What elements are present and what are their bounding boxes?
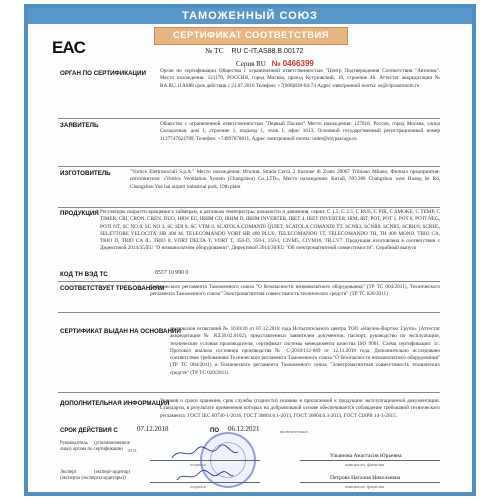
divider	[58, 392, 440, 393]
certificate-title: СЕРТИФИКАТ СООТВЕТСТВИЯ	[154, 27, 348, 45]
expert-signature	[175, 468, 235, 484]
applicant-text: Общество с ограниченной ответственностью "Первый Паскон" Место нахождения: 127018, Россия, город Москва, улица Складочная, дом 1, строение 1, подъезд 1, этаж 1, офис 1613, Основной государственный регистрационный номер 1127747024789, Телефон: +74997078811, Адрес электронной почты: order@mypascage.ru	[160, 121, 440, 142]
basis-text: протоколов испытаний № 1610/20 от 07.12.2018 года Испытательного центра ТОО «Научно-Вортэкс Групп» (Аттестат аккредитации № KZ.И.02.0102), представленных заявителем документов: паспорт, руководство по эксплуатации, технические условия производителя, сертификат системы менеджмента качества ISO 9001. Схема сертификации: 1с. Протокол анализа состояния производства № C-2018/112-089 от 12.11.2018 года. Дополнительно исследовано соответствие требованиям Технического регламента Таможенного союза "О безопасности низковольтного оборудования" (ТР ТС 004/2011) и Технического регламента Таможенного союза "Электромагнитная совместимость технических средств" (ТР ТС 020/2011).	[170, 326, 440, 376]
divider	[58, 281, 440, 282]
divider	[58, 207, 440, 208]
head-name: Ульянова Анастасия Юрьевна	[330, 453, 402, 459]
head-sign-caption: подпись	[190, 462, 207, 467]
divider	[58, 166, 440, 167]
divider	[58, 312, 440, 313]
divider	[58, 118, 440, 119]
head-signature-label: Руководитель (уполномоченное лицо) органа по сертификации	[60, 441, 130, 452]
head-signature	[170, 444, 240, 462]
certificate-number-label: № ТС	[205, 46, 224, 55]
requirements-text: Технического регламента Таможенного союза "О безопасности низковольтного оборудования" (ТР ТС 004/2011), Технического регламента Таможенного союза "Электромагнитная совместимость технических средств" (ТР ТС 020/2011)	[150, 284, 440, 298]
certificate-number	[205, 46, 303, 55]
certificate-series	[236, 59, 314, 68]
product-label: ПРОДУКЦИЯ	[60, 210, 99, 217]
expert-name-caption: инициалы, фамилия	[345, 484, 385, 489]
basis-label: СЕРТИФИКАТ ВЫДАН НА ОСНОВАНИИ	[60, 328, 181, 335]
cert-body-text: Орган по сертификации Общества с ограниченной ответственностью "Центр Подтверждения Соответствия "Автоном". Место нахождения: 121170, РОССИЯ, город Москва, проезд Кутузовский, 16, строение 46. Аттестат аккредитации № RA.RU.11AS88 срок действия с 21.07.2016 Телефон: +7(968)838-04-74 Адрес электронной почты: os@ctpsautonom.ru	[160, 68, 440, 89]
head-name-caption: инициалы, фамилия	[345, 462, 385, 467]
product-text: Регуляторы скорости вращения к таймерам, к датчикам температуры, влажности и движения, серии: C 1.5, C 2.5, C RUS, C PIR, C SMOKE, C TEMP, C TIMER, CRI, CRON, CREN, DUO, HRW EC, IRHM CD, IRHM D, IRHM INVERTER, IRET 4, IRET INVERTER, IRM, IRT, POT, POT 1, POT 8, POTI NEG, POTI NT, SC NO 8, SC NO 3, SC SDI 8, SC VTM 8, SCATOLA COMANDI QUIET, SCATOLA COMANDI TT, SCNR3, SCNR8, SCNR5, SCRH/8, SCRH5, SELETTORE VELOCITA' HR 400 M, TELECOMANDO VORT HR 400 PLUS, TELECOMANDO TT, TELECOMANDO TH, TH 400 MONO, TRIO CA, TRIO D, TRIO CA IL, TRIO 8, VORT DELTA T, VORT T, 350-D, 350-I, 250-I, CIVM5, CIVM16, TR.CV7. Продукция изготовлена в соответствии с Директивой 2014/35/EU "О низковольтном оборудовании", Директивой 2014/30/EU "Об электромагнитной совместимости". Серийный выпуск	[100, 209, 440, 252]
series-value: № 0466399	[271, 59, 314, 68]
additional-text: Условия и сроки хранения, срок службы (годности) указаны в прилагаемой к продукции эксплуатационной документации. Стандарты, в результате применения которых на добровольной основе обеспечивается соблюдение требований технического регламента: ГОСТ IEC 60730-1-2016, ГОСТ 30804.6.1-2013, ГОСТ 30804.6.3-2013, ГОСТ CISPR 14-1-2015.	[160, 398, 440, 419]
cert-body-label: ОРГАН ПО СЕРТИФИКАЦИИ	[60, 70, 146, 77]
eac-mark: EAC	[52, 38, 85, 57]
series-label: Серия RU	[236, 60, 266, 68]
validity-to-note: включительно	[280, 429, 308, 434]
expert-signature-label: Эксперт (эксперт-аудитор) (эксперты (эксперты-аудиторы))	[60, 470, 130, 481]
tnved-label: КОД ТН ВЭД ТС	[60, 271, 108, 278]
expert-name-line	[300, 482, 440, 483]
certificate-number-value: RU C-IT.AS88.B.00172	[231, 48, 304, 55]
validity-to-label: ПО	[210, 428, 219, 434]
seal-mp-label: М.П.	[128, 448, 138, 453]
expert-sign-caption: подпись	[190, 484, 207, 489]
validity-from-label: СРОК ДЕЙСТВИЯ С	[60, 428, 118, 434]
requirements-label: СООТВЕТСТВУЕТ ТРЕБОВАНИЯМ	[60, 285, 165, 292]
manufacturer-label: ИЗГОТОВИТЕЛЬ	[60, 170, 111, 177]
additional-label: ДОПОЛНИТЕЛЬНАЯ ИНФОРМАЦИЯ	[60, 400, 170, 407]
tnved-value: 8537 10 990 0	[155, 270, 189, 276]
head-name-line	[300, 460, 440, 461]
customs-union-header: ТАМОЖЕННЫЙ СОЮЗ	[28, 8, 472, 24]
expert-name: Петрова Наталия Николаевна	[330, 475, 401, 481]
applicant-label: ЗАЯВИТЕЛЬ	[60, 122, 99, 129]
validity-from-value: 07.12.2018	[137, 425, 169, 433]
validity-to-value: 06.12.2021	[228, 425, 260, 433]
manufacturer-text: "Vortice Elettrosociali S.p.A." Место нахождения: Италия, Strada Cerca 2 frazione di Zoate 20067 Tribiano Milano, Филиал предприятия-изготовителя: «Vortice Ventilation System (Changzhou) Co.,LTD», Место нахождения: Китай, NO.388 Changzhou west Huang he Rd, Changzhou Yue hai airport industrial park, 19th plant	[130, 169, 440, 190]
